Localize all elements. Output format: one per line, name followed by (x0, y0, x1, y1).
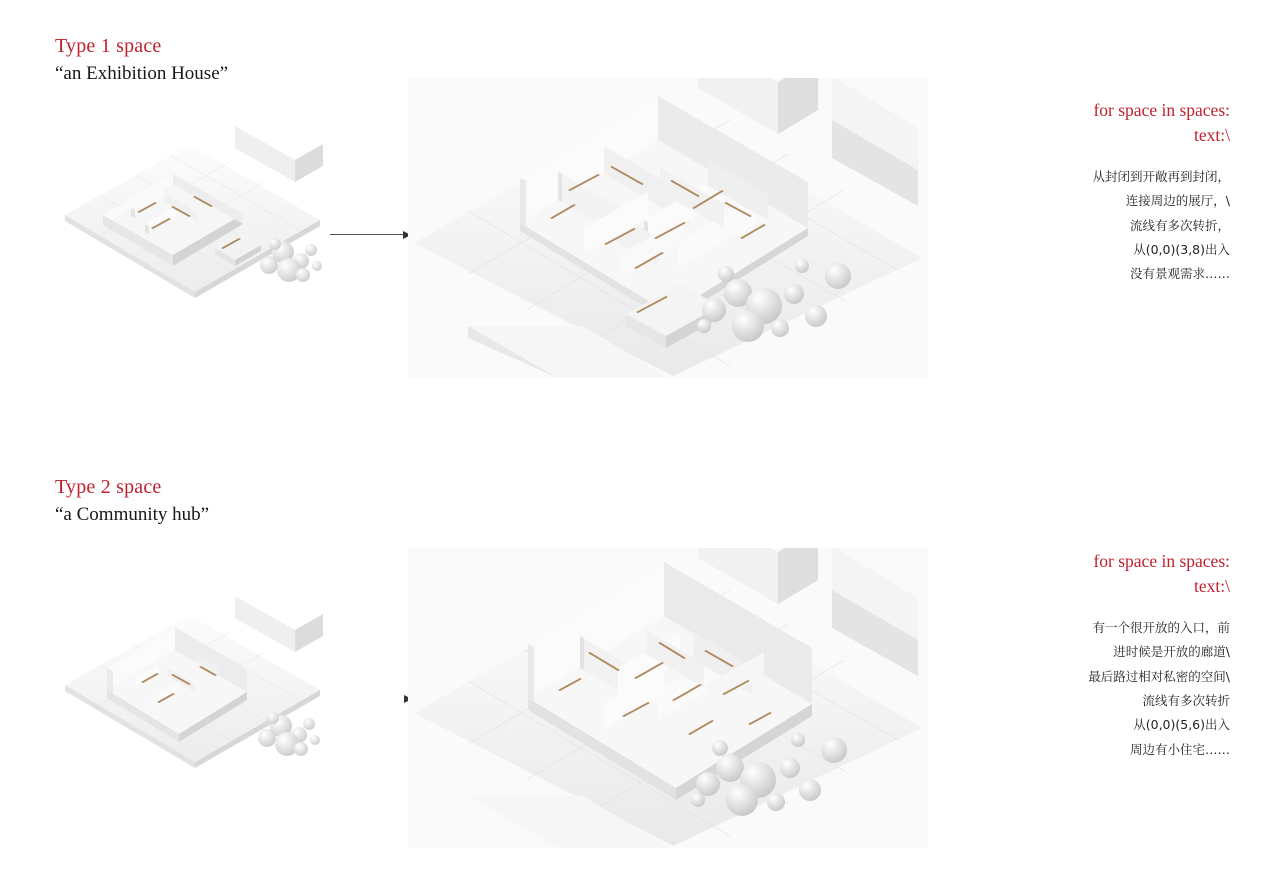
title-block-type-1 (55, 34, 228, 87)
right-body-line: 进时候是开放的廊道\ (1113, 644, 1230, 660)
thumbnail-svg-type-2 (55, 590, 330, 780)
right-head-line-2-type-2: text:\ (1194, 576, 1230, 597)
right-body-line: 有一个很开放的入口，前 (1092, 619, 1230, 635)
right-head-line-2-type-1: text:\ (1194, 125, 1230, 146)
isometric-plan-thumbnail-type-2 (55, 590, 330, 780)
right-body-line: 最后路过相对私密的空间\ (1088, 668, 1230, 684)
page-subtitle-type-1: “an Exhibition House” (55, 63, 229, 84)
right-body-line: 流线有多次转折， (1129, 217, 1230, 233)
right-text-column-type-2 (1000, 549, 1230, 762)
page-subtitle-type-2: “a Community hub” (55, 504, 210, 525)
right-body-line: 从(0,0)(5,6)出入 (1133, 717, 1230, 733)
page-title-type-2: Type 2 space (55, 476, 162, 498)
right-body-type-1 (1000, 165, 1230, 287)
thumbnail-svg-type-1 (55, 120, 330, 310)
isometric-model-render-type-1 (408, 78, 928, 378)
right-body-line: 从(0,0)(3,8)出入 (1133, 241, 1230, 257)
isometric-model-render-type-2 (408, 548, 928, 848)
right-body-line: 没有景观需求…… (1129, 266, 1230, 282)
right-body-line: 周边有小住宅…… (1129, 741, 1230, 757)
right-head-line-1-type-2: for space in spaces: (1093, 551, 1230, 571)
render-svg-type-1 (408, 78, 928, 378)
right-head-line-1-type-1: for space in spaces: (1093, 100, 1230, 120)
render-svg-type-2 (408, 548, 928, 848)
title-block-type-2 (55, 475, 209, 528)
right-body-line: 从封闭到开敞再到封闭， (1092, 168, 1230, 184)
right-body-line: 连接周边的展厅，\ (1125, 193, 1230, 209)
right-text-column-type-1 (1000, 98, 1230, 287)
flow-arrow-type-1 (330, 234, 410, 235)
right-body-line: 流线有多次转折 (1142, 692, 1230, 708)
right-body-type-2 (1000, 616, 1230, 762)
isometric-plan-thumbnail-type-1 (55, 120, 330, 310)
page-title-type-1: Type 1 space (55, 35, 162, 57)
